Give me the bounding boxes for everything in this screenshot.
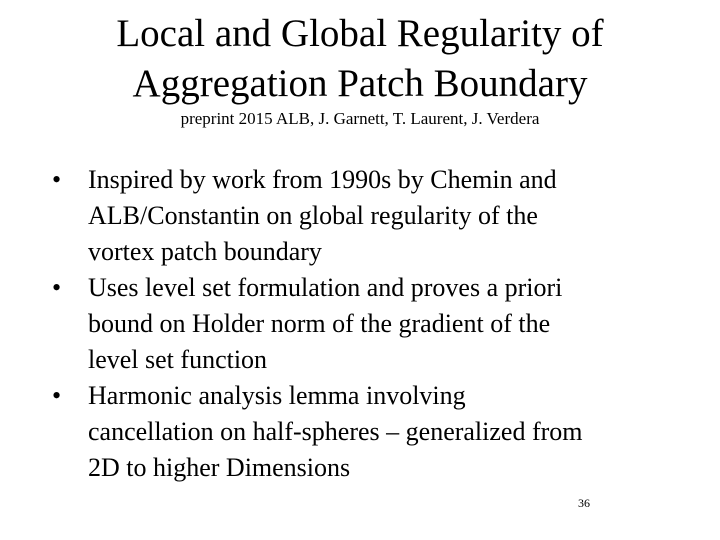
bullet-line: ALB/Constantin on global regularity of the xyxy=(88,201,538,230)
bullet-line: cancellation on half-spheres – generalized from xyxy=(88,417,583,446)
slide-subtitle: preprint 2015 ALB, J. Garnett, T. Laurent, J. Verdera xyxy=(180,109,540,128)
bullet-line: level set function xyxy=(88,345,268,374)
bullet-line: Inspired by work from 1990s by Chemin and xyxy=(88,165,557,194)
bullet-list xyxy=(52,162,692,486)
slide-title-line-1: Local and Global Regularity of xyxy=(116,12,604,55)
bullet-item xyxy=(52,270,692,378)
bullet-line: Harmonic analysis lemma involving xyxy=(88,381,466,410)
bullet-line: vortex patch boundary xyxy=(88,237,322,266)
slide-title-line-2: Aggregation Patch Boundary xyxy=(132,62,588,105)
page-number: 36 xyxy=(578,496,590,510)
bullet-line: 2D to higher Dimensions xyxy=(88,453,351,482)
bullet-marker: • xyxy=(52,165,62,194)
slide-title xyxy=(0,9,720,109)
bullet-item xyxy=(52,162,692,270)
bullet-line: Uses level set formulation and proves a priori xyxy=(88,273,563,302)
bullet-marker: • xyxy=(52,273,62,302)
bullet-marker: • xyxy=(52,381,62,410)
bullet-line: bound on Holder norm of the gradient of the xyxy=(88,309,551,338)
bullet-item xyxy=(52,378,692,486)
